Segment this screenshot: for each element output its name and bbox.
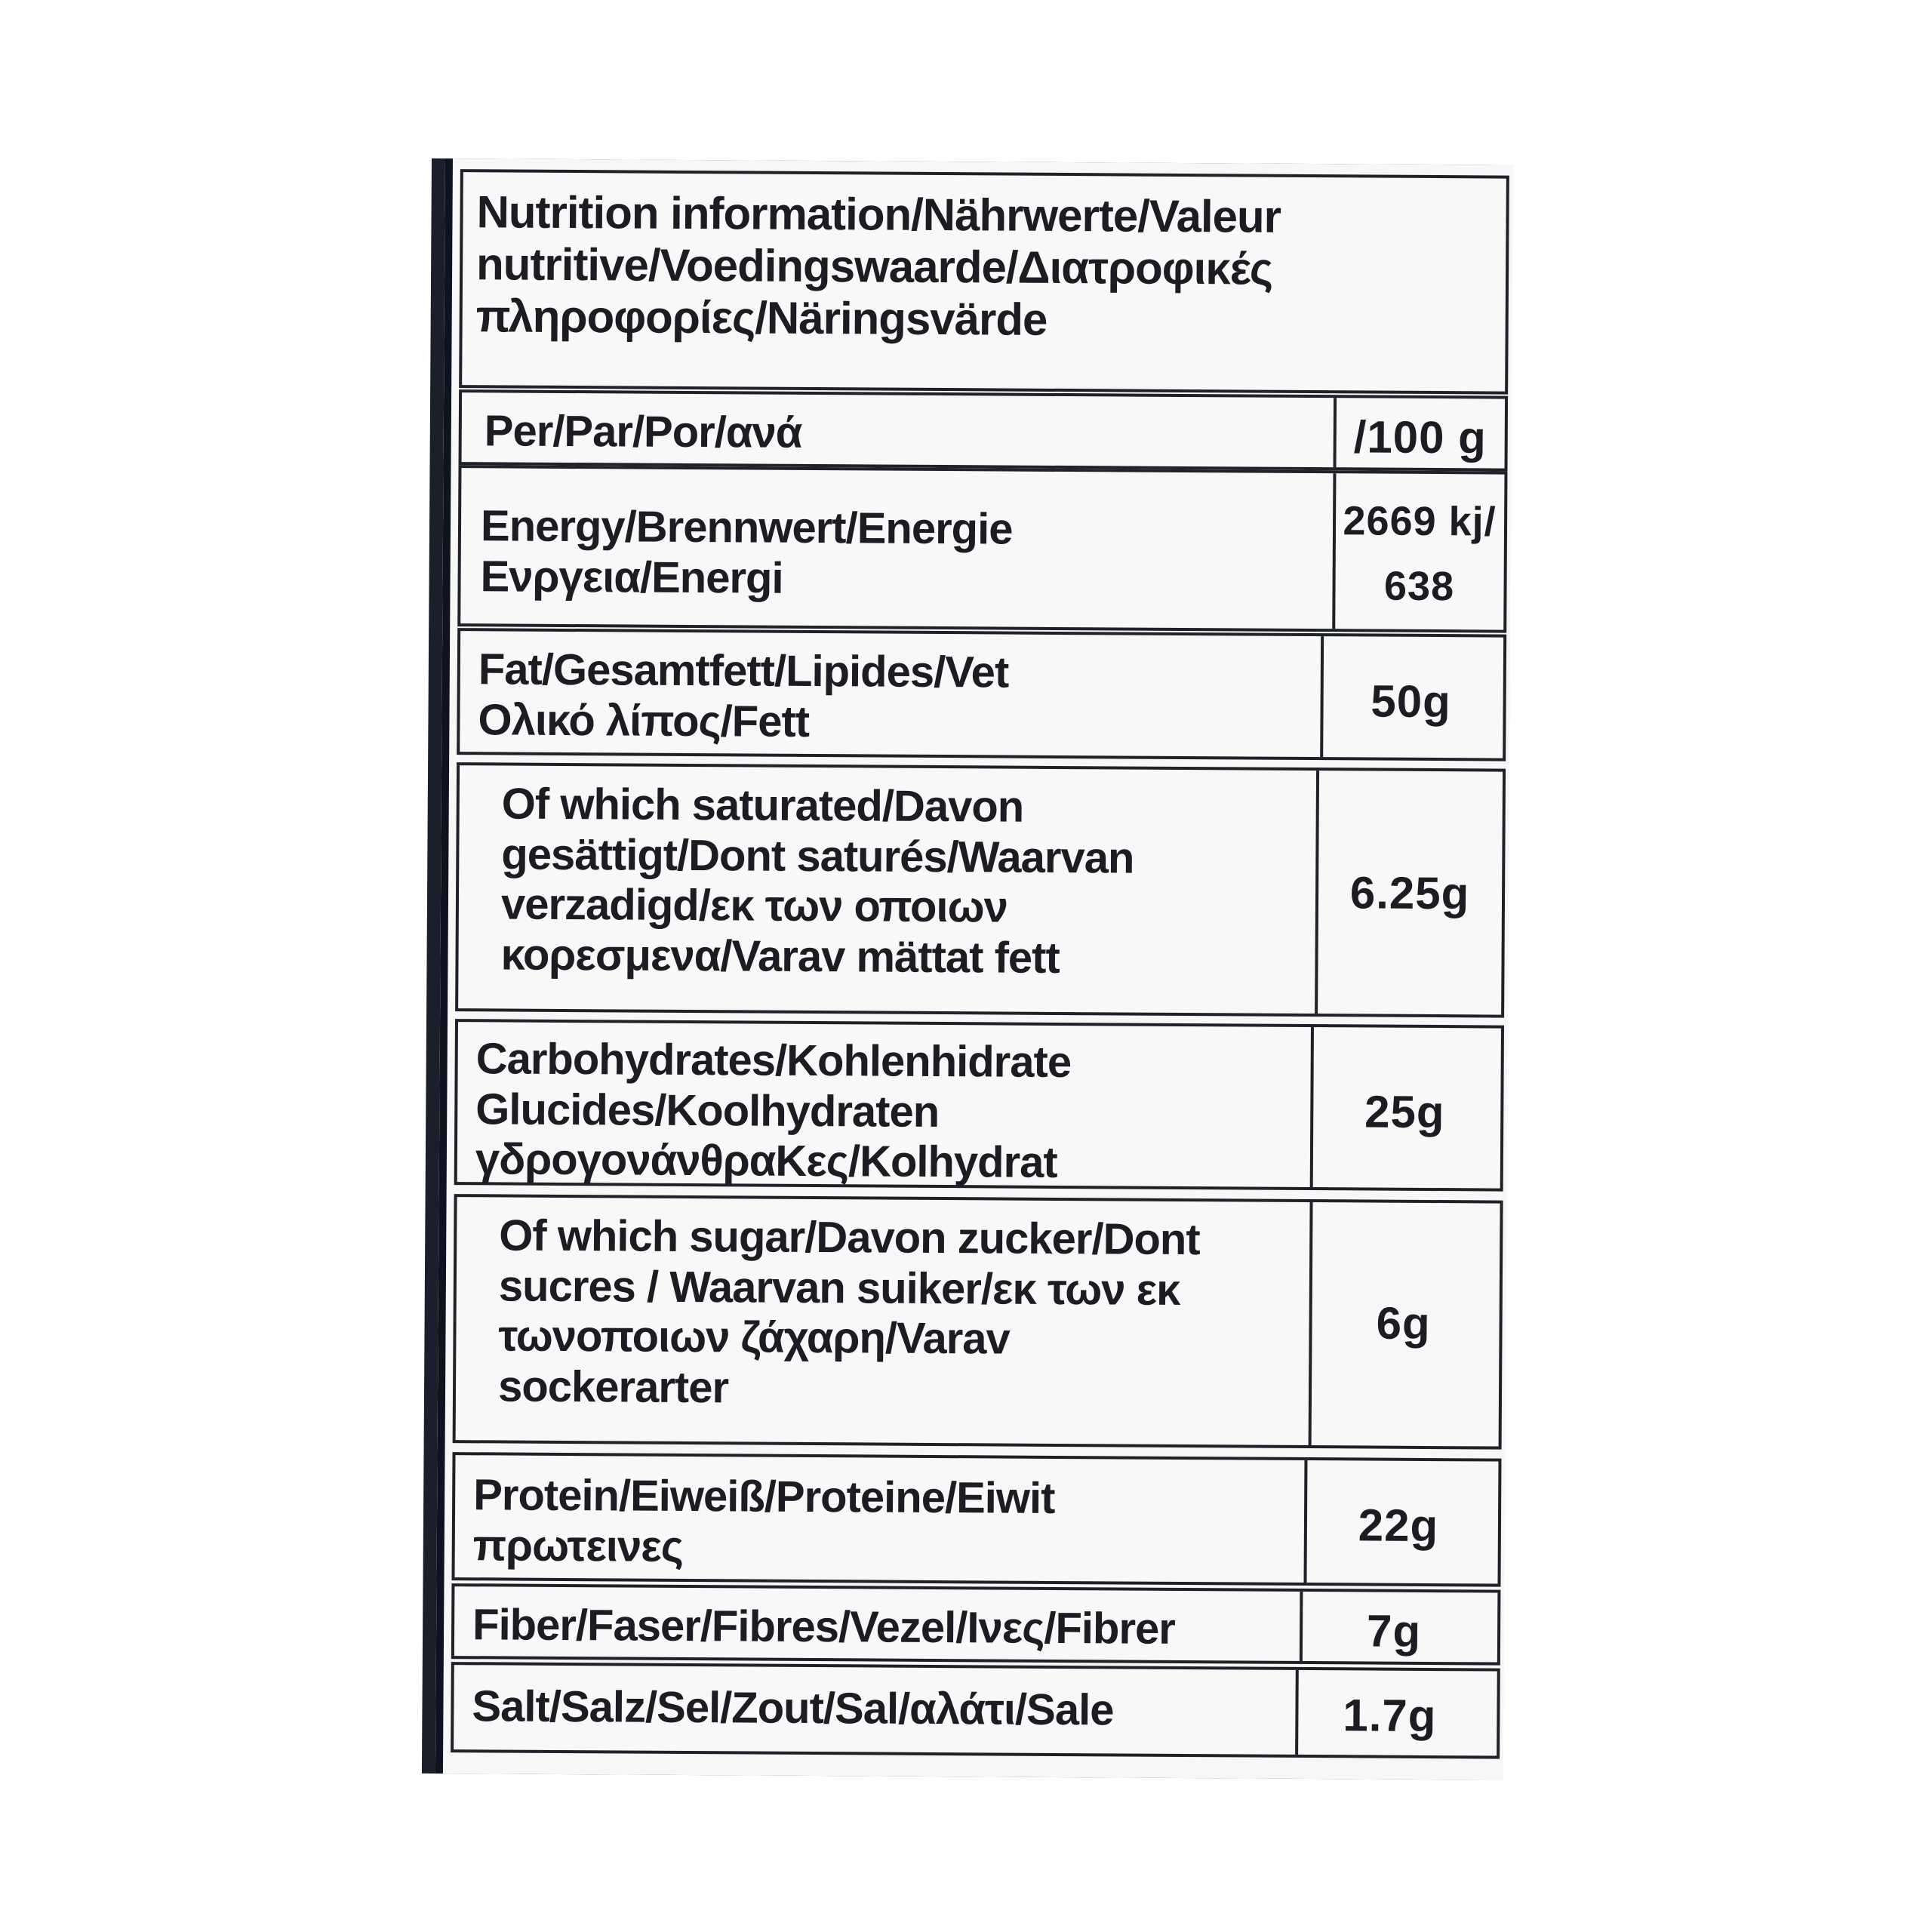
- row-label-line: verzadigd/εκ των οποιων: [500, 879, 1008, 932]
- row-label-line: πρωτεινες: [472, 1520, 684, 1571]
- row-label-line: Carbohydrates/Kohlenhidrate: [475, 1034, 1072, 1088]
- row-value: [1299, 1688, 1480, 1743]
- nutrition-row-saturated: [455, 762, 1506, 1017]
- row-value: [1312, 1296, 1494, 1351]
- row-label: [498, 1211, 1200, 1416]
- row-value-line: 6g: [1376, 1297, 1431, 1349]
- row-label-line: Of which saturated/Davon: [501, 779, 1024, 832]
- row-value: [1308, 1498, 1489, 1553]
- nutrition-label: [435, 158, 1513, 1780]
- row-value-line: 25g: [1364, 1086, 1445, 1138]
- row-label-line: Salt/Salz/Sel/Zout/Sal/αλάτι/Sale: [472, 1681, 1114, 1735]
- column-divider: [1300, 1592, 1303, 1661]
- row-label-line: Per/Par/Por/ανά: [484, 406, 802, 457]
- row-label: [475, 1034, 1072, 1189]
- row-label-line: γδρογονάνθραΚες/Kolhydrat: [475, 1134, 1057, 1188]
- header-line: nutritive/Voedingswaarde/Διατροφικές: [475, 238, 1273, 294]
- row-value-line: 2669 kj/: [1343, 498, 1497, 545]
- row-value: [1337, 410, 1503, 465]
- nutrition-row-energy: [457, 465, 1507, 632]
- row-value: [1319, 866, 1500, 921]
- row-label-line: τωνοποιων ζάχαρη/Varav: [498, 1311, 1010, 1364]
- row-label-line: κορεσμενα/Varav mättat fett: [500, 930, 1060, 983]
- header-line: πληροφορίες/Näringsvärde: [475, 291, 1048, 345]
- nutrition-row-sugar: [453, 1194, 1503, 1449]
- row-label-line: Fiber/Faser/Fibres/Vezel/Ινες/Fibrer: [472, 1600, 1176, 1654]
- nutrition-row-protein: [451, 1452, 1501, 1586]
- column-divider: [1310, 1027, 1314, 1187]
- row-value: [1324, 674, 1497, 729]
- row-value-line: /100 g: [1353, 411, 1487, 463]
- nutrition-row-fiber: [451, 1583, 1501, 1665]
- nutrition-row-carbohydrates: [454, 1019, 1504, 1191]
- row-label-line: Energy/Brennwert/Energie: [480, 501, 1013, 554]
- row-value-line: 1.7g: [1343, 1690, 1437, 1742]
- row-label: [478, 645, 1008, 749]
- row-label-line: Ενργεια/Energi: [480, 551, 783, 603]
- row-label-line: gesättigt/Dont saturés/Waarvan: [501, 829, 1134, 883]
- row-label: [472, 1681, 1113, 1736]
- row-value-line: 22g: [1358, 1500, 1439, 1552]
- nutrition-row-fat: [457, 628, 1506, 761]
- header-line: Nutrition information/Nährwerte/Valeur: [476, 186, 1281, 242]
- nutrition-header-box: [459, 169, 1509, 394]
- row-value-line: 50g: [1371, 675, 1452, 728]
- row-value-line: 7g: [1366, 1605, 1422, 1657]
- column-divider: [1334, 398, 1337, 467]
- column-divider: [1320, 636, 1324, 757]
- row-value: [1314, 1084, 1495, 1140]
- row-label-line: Ολικό λίπος/Fett: [478, 694, 810, 746]
- nutrition-header-title: [476, 186, 1281, 347]
- row-label: [472, 1600, 1175, 1654]
- nutrition-row-per: [459, 389, 1509, 471]
- row-label-line: Glucides/Koolhydraten: [475, 1084, 940, 1137]
- row-label: [500, 779, 1134, 984]
- column-divider: [1295, 1670, 1299, 1755]
- row-value-line: 6.25g: [1349, 867, 1470, 919]
- nutrition-row-salt: [451, 1662, 1500, 1758]
- row-label-line: Protein/Eiweiß/Proteine/Eiwit: [472, 1470, 1055, 1523]
- column-divider: [1303, 1460, 1307, 1583]
- row-label: [485, 406, 802, 458]
- row-label-line: sucres / Waarvan suiker/εκ των εκ: [498, 1261, 1180, 1315]
- row-label-line: Of which sugar/Davon zucker/Dont: [499, 1211, 1200, 1265]
- row-value-line: 638: [1383, 564, 1455, 610]
- row-label: [473, 1470, 1055, 1574]
- row-value: [1303, 1604, 1484, 1659]
- row-label-line: sockerarter: [497, 1361, 729, 1413]
- row-label-line: Fat/Gesamtfett/Lipides/Vet: [478, 645, 1009, 697]
- row-label: [480, 501, 1012, 605]
